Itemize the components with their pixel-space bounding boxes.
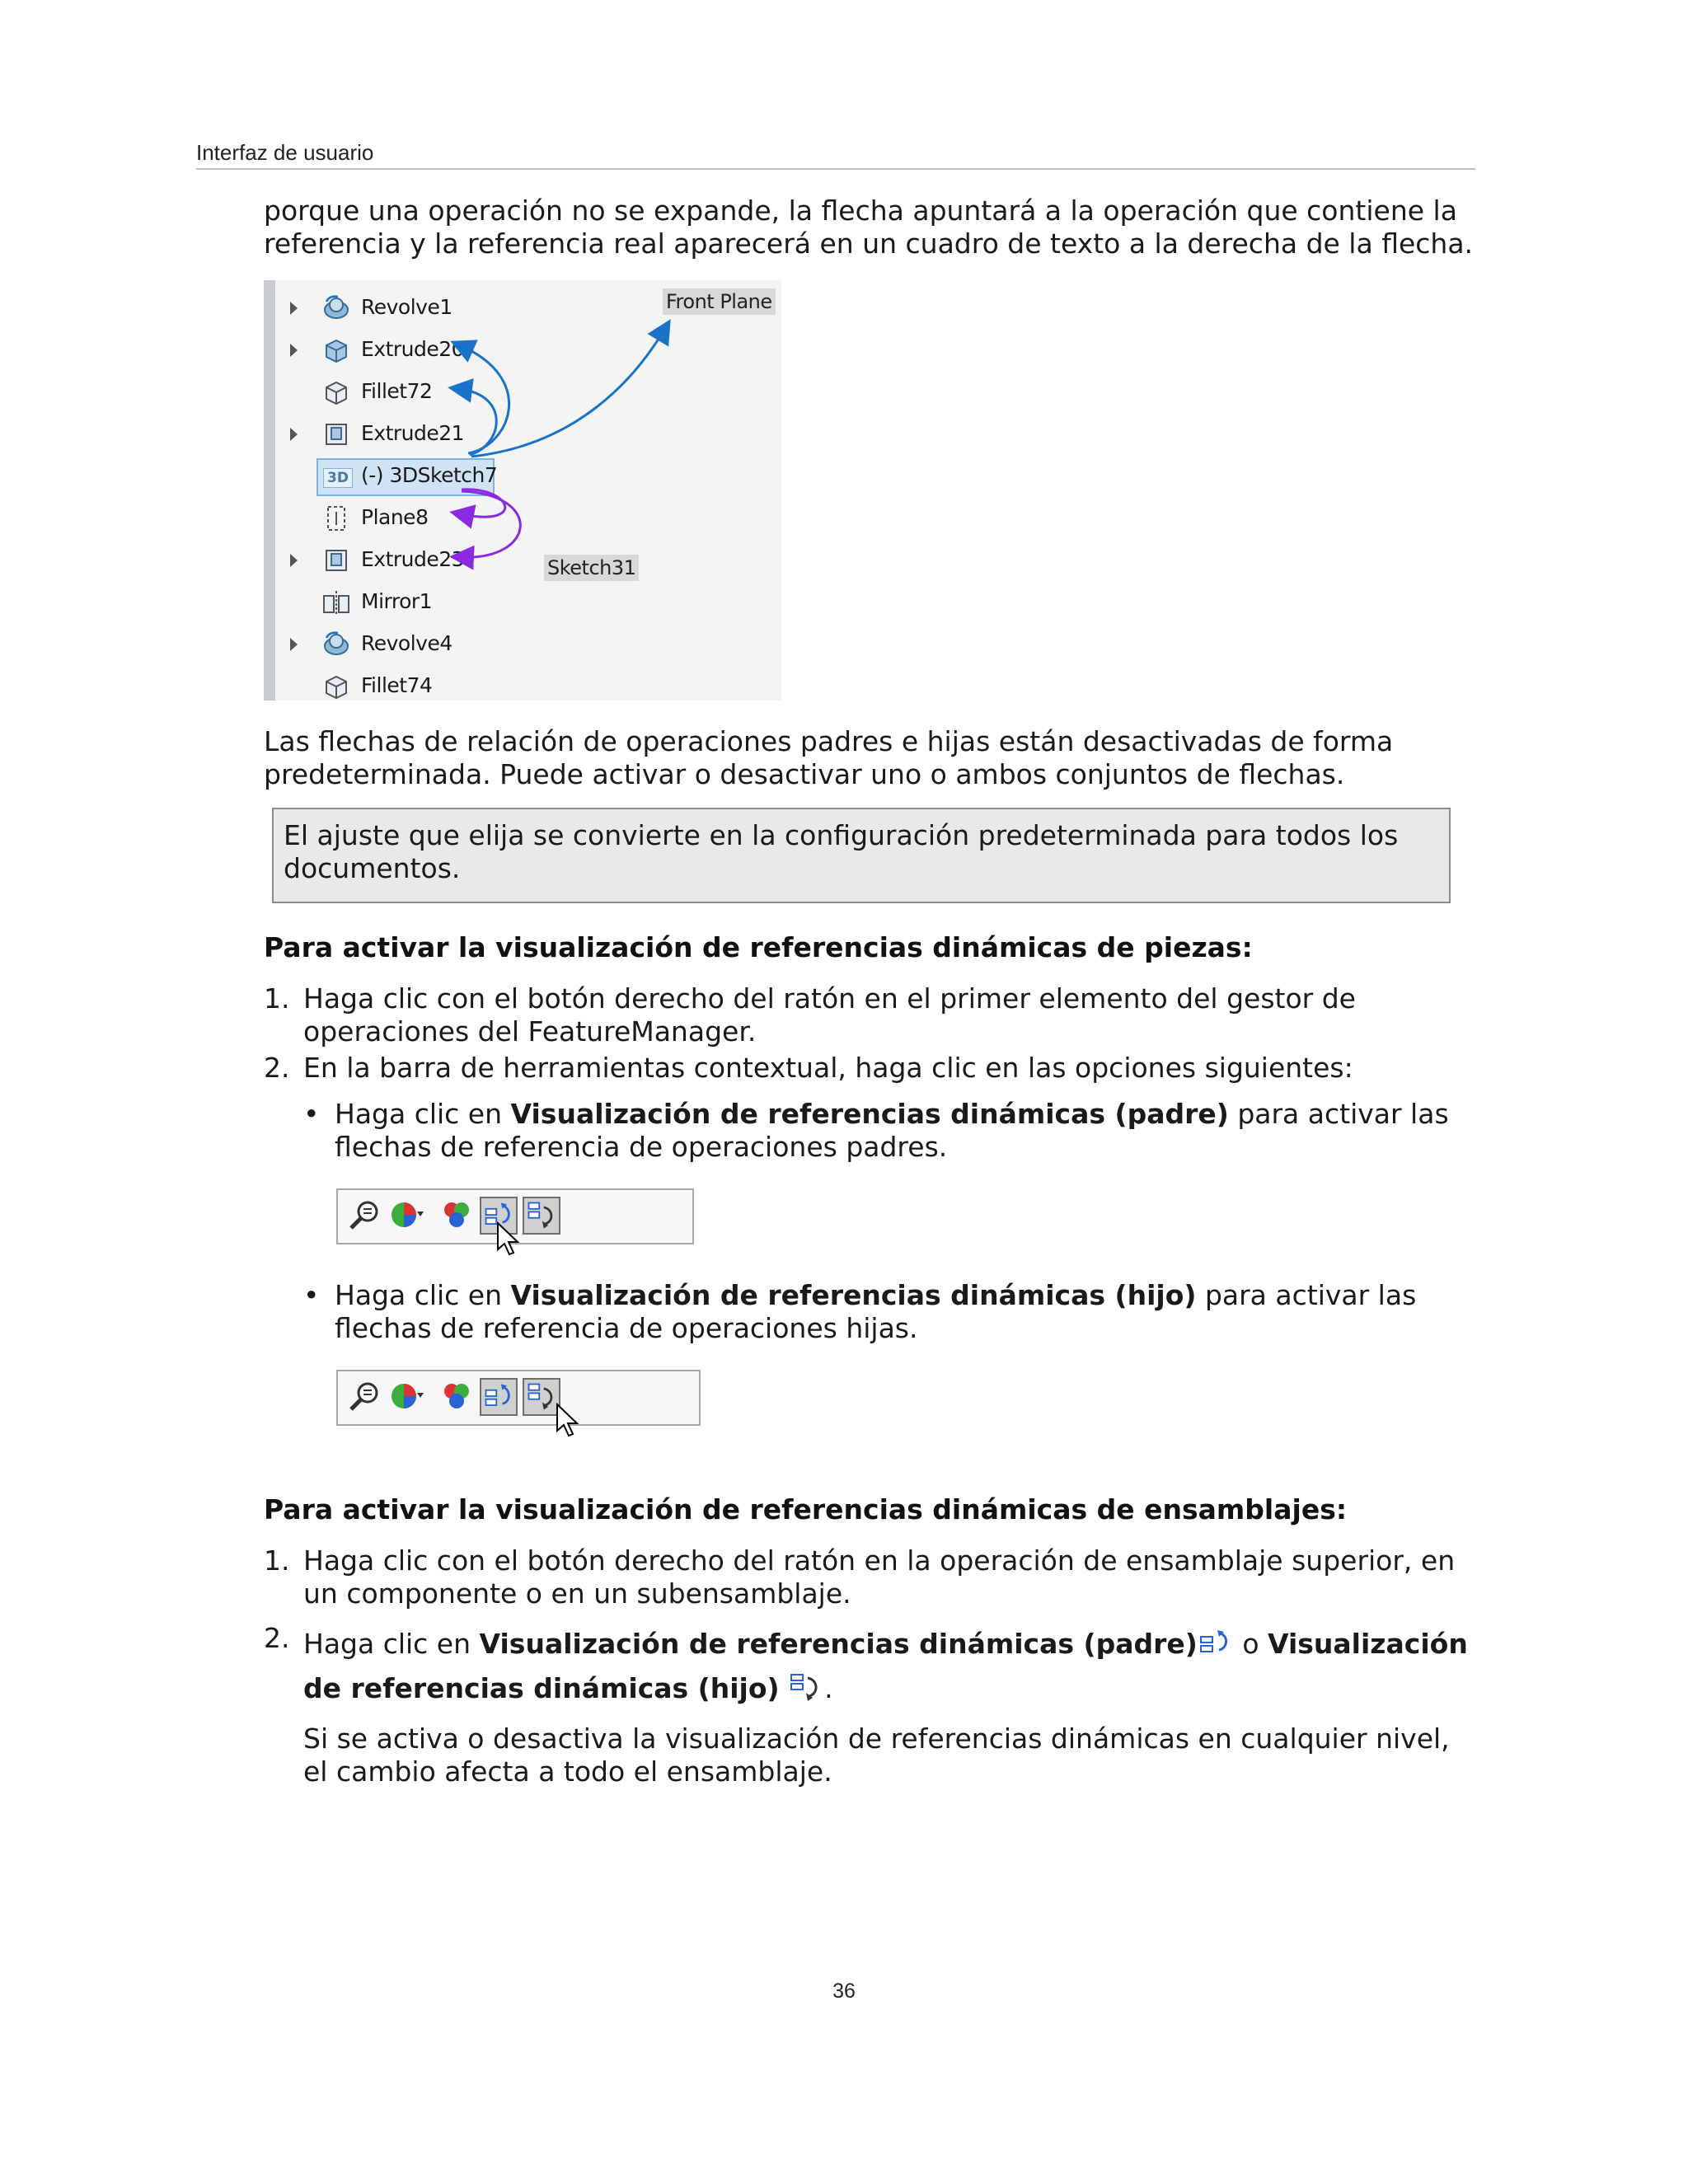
- command-name-child-b: de referencias dinámicas (hijo): [303, 1672, 780, 1704]
- parts-bullet2-text: Haga clic en Visualización de referencias dinámicas (hijo) para activar las flechas de referencia de operaciones hijas.: [335, 1279, 1417, 1344]
- parts-bullet1-text: Haga clic en Visualización de referencias dinámicas (padre) para activar las flechas de referencia de operaciones padres.: [335, 1098, 1449, 1163]
- parent-arrow: [460, 389, 496, 455]
- parts-step2-text: En la barra de herramientas contextual, haga clic en las opciones siguientes:: [303, 1052, 1353, 1084]
- parts-heading: Para activar la visualización de referencias dinámicas de piezas:: [264, 931, 1253, 963]
- reference-arrows: [264, 280, 781, 701]
- assemblies-step2-text: Haga clic en Visualización de referencias dinámicas (padre) o Visualización de referencias dinámicas (hijo) .: [303, 1628, 1468, 1704]
- dynamic-reference-parent-icon: [1198, 1627, 1234, 1657]
- tree-item-label: Mirror1: [361, 589, 433, 613]
- intro-paragraph: porque una operación no se expande, la flecha apuntará a la operación que contiene la referencia y la referencia real aparecerá en un cuadro de texto a la derecha de la flecha.: [264, 194, 1474, 260]
- tree-item-label: Extrude23: [361, 547, 465, 571]
- dynamic-reference-parent-icon: [481, 1380, 516, 1414]
- appearance-icon[interactable]: [386, 1378, 424, 1416]
- command-name-parent: Visualización de referencias dinámicas (padre): [510, 1098, 1229, 1130]
- step-number: 1.: [264, 982, 290, 1015]
- command-name-parent: Visualización de referencias dinámicas (padre): [479, 1628, 1198, 1660]
- parts-step1-text: Haga clic con el botón derecho del ratón en el primer elemento del gestor de operaciones del FeatureManager.: [303, 982, 1356, 1047]
- assemblies-steps-list: [264, 1544, 1475, 1792]
- tree-item-label: (-) 3DSketch7: [361, 463, 498, 487]
- command-name-child-a: Visualización: [1268, 1628, 1468, 1660]
- context-toolbar-parent: [336, 1188, 694, 1244]
- context-toolbar-child: [336, 1370, 701, 1426]
- assemblies-step1-text: Haga clic con el botón derecho del ratón en la operación de ensamblaje superior, en un componente o en un subensamblaje.: [303, 1544, 1456, 1610]
- mouse-cursor-icon: [496, 1221, 521, 1258]
- display-style-icon[interactable]: [438, 1378, 476, 1416]
- assemblies-step2-note: Si se activa o desactiva la visualización de referencias dinámicas en cualquier nivel, el cambio afecta a todo el ensamblaje.: [303, 1722, 1450, 1788]
- child-arrow: [462, 491, 520, 557]
- featuremanager-tree-screenshot: [264, 280, 781, 701]
- tree-item-label: Extrude20: [361, 337, 465, 361]
- running-header: Interfaz de usuario: [196, 140, 374, 165]
- dynamic-reference-child-button[interactable]: [523, 1197, 560, 1235]
- tree-item-label: Fillet72: [361, 379, 433, 403]
- callout-sketch31: Sketch31: [544, 555, 639, 581]
- tree-item-label: Plane8: [361, 505, 429, 529]
- dynamic-reference-parent-button[interactable]: [480, 1378, 518, 1416]
- parent-arrow: [471, 330, 664, 457]
- bullet: •: [303, 1098, 320, 1130]
- display-style-icon[interactable]: [438, 1197, 476, 1235]
- command-name-child: Visualización de referencias dinámicas (hijo): [510, 1279, 1197, 1311]
- header-divider: [196, 168, 1475, 170]
- tree-item-label: Fillet74: [361, 673, 433, 697]
- relation-arrows-paragraph: Las flechas de relación de operaciones padres e hijas están desactivadas de forma predeterminada. Puede activar o desactivar uno o ambos conjuntos de flechas.: [264, 725, 1394, 790]
- 3dsketch-icon: 3D: [323, 468, 353, 488]
- mouse-cursor-icon: [556, 1403, 580, 1439]
- dynamic-reference-child-icon: [524, 1198, 559, 1233]
- tree-item-label: Extrude21: [361, 421, 465, 445]
- appearance-icon[interactable]: [386, 1197, 424, 1235]
- callout-front-plane: Front Plane: [663, 288, 776, 315]
- assemblies-heading: Para activar la visualización de referencias dinámicas de ensamblajes:: [264, 1493, 1348, 1526]
- note-box: [272, 808, 1451, 903]
- step-number: 2.: [264, 1622, 290, 1654]
- zoom-to-selection-icon[interactable]: [346, 1378, 384, 1416]
- step-number: 1.: [264, 1544, 290, 1577]
- tree-item-label: Revolve4: [361, 631, 452, 655]
- note-text: El ajuste que elija se convierte en la configuración predeterminada para todos los documentos.: [284, 819, 1399, 884]
- page-number: 36: [832, 1980, 856, 2003]
- tree-item-label: Revolve1: [361, 295, 452, 319]
- dynamic-reference-child-icon: [788, 1671, 824, 1701]
- dynamic-reference-child-icon: [524, 1380, 559, 1414]
- step-number: 2.: [264, 1052, 290, 1084]
- zoom-to-selection-icon[interactable]: [346, 1197, 384, 1235]
- bullet: •: [303, 1279, 320, 1311]
